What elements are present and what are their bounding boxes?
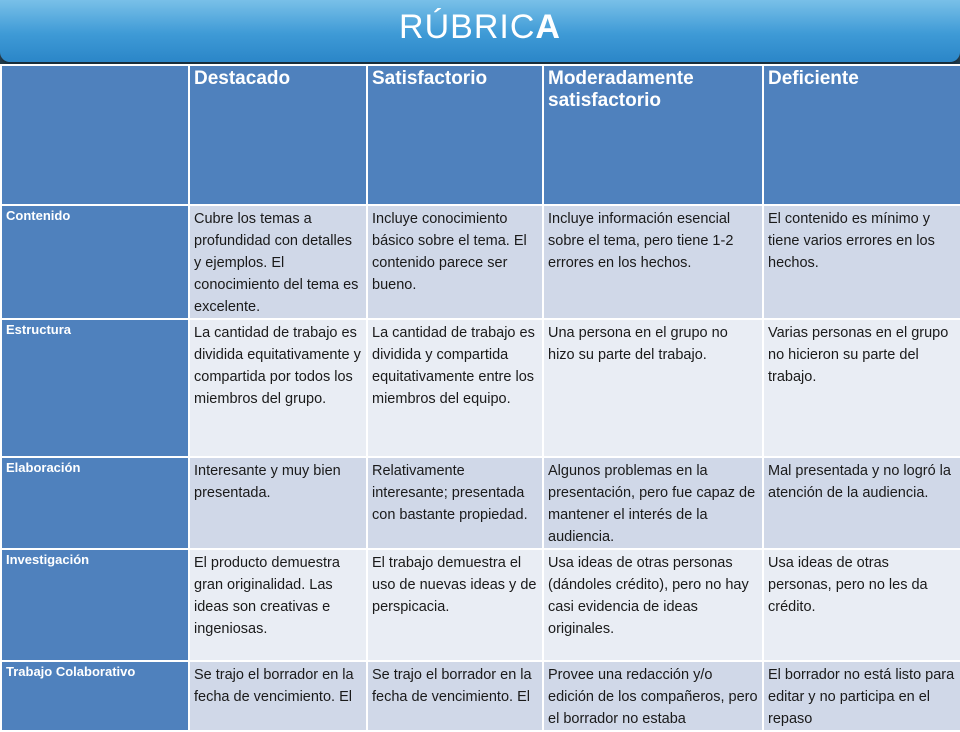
table-row <box>1 205 960 319</box>
table-cell: Se trajo el borrador en la fecha de vencimiento. El <box>189 661 367 731</box>
title-text: RÚBRIC <box>399 8 536 46</box>
table-cell: Mal presentada y no logró la atención de la audiencia. <box>763 457 960 549</box>
header-moderadamente: Moderadamente satisfactorio <box>543 65 763 205</box>
header-satisfactorio: Satisfactorio <box>367 65 543 205</box>
table-cell: El producto demuestra gran originalidad. Las ideas son creativas e ingeniosas. <box>189 549 367 661</box>
table-cell: Incluye conocimiento básico sobre el tema. El contenido parece ser bueno. <box>367 205 543 319</box>
table-cell: Varias personas en el grupo no hicieron su parte del trabajo. <box>763 319 960 457</box>
page-title <box>0 8 960 47</box>
table-cell: Se trajo el borrador en la fecha de vencimiento. El <box>367 661 543 731</box>
table-cell: Algunos problemas en la presentación, pero fue capaz de mantener el interés de la audiencia. <box>543 457 763 549</box>
row-criterion: Contenido <box>1 205 189 319</box>
table-cell: Cubre los temas a profundidad con detalles y ejemplos. El conocimiento del tema es excelente. <box>189 205 367 319</box>
row-criterion: Estructura <box>1 319 189 457</box>
table-cell: Interesante y muy bien presentada. <box>189 457 367 549</box>
row-criterion: Investigación <box>1 549 189 661</box>
table-cell: Provee una redacción y/o edición de los compañeros, pero el borrador no estaba <box>543 661 763 731</box>
table-cell: Relativamente interesante; presentada con bastante propiedad. <box>367 457 543 549</box>
header-row <box>1 65 960 205</box>
rubric-table <box>0 64 960 732</box>
table-cell: El contenido es mínimo y tiene varios errores en los hechos. <box>763 205 960 319</box>
table-cell: Usa ideas de otras personas (dándoles crédito), pero no hay casi evidencia de ideas originales. <box>543 549 763 661</box>
header-destacado: Destacado <box>189 65 367 205</box>
table-row <box>1 319 960 457</box>
table-row <box>1 661 960 731</box>
table-row <box>1 457 960 549</box>
table-row <box>1 549 960 661</box>
table-cell: La cantidad de trabajo es dividida y compartida equitativamente entre los miembros del equipo. <box>367 319 543 457</box>
row-criterion: Trabajo Colaborativo <box>1 661 189 731</box>
table-cell: El trabajo demuestra el uso de nuevas ideas y de perspicacia. <box>367 549 543 661</box>
title-box <box>0 0 960 62</box>
table-cell: Incluye información esencial sobre el tema, pero tiene 1-2 errores en los hechos. <box>543 205 763 319</box>
header-deficiente: Deficiente <box>763 65 960 205</box>
row-criterion: Elaboración <box>1 457 189 549</box>
title-banner <box>0 0 960 64</box>
title-text-bold: A <box>535 8 561 46</box>
table-cell: Una persona en el grupo no hizo su parte del trabajo. <box>543 319 763 457</box>
table-cell: Usa ideas de otras personas, pero no les da crédito. <box>763 549 960 661</box>
table-cell: La cantidad de trabajo es dividida equitativamente y compartida por todos los miembros del grupo. <box>189 319 367 457</box>
header-corner <box>1 65 189 205</box>
table-cell: El borrador no está listo para editar y no participa en el repaso <box>763 661 960 731</box>
